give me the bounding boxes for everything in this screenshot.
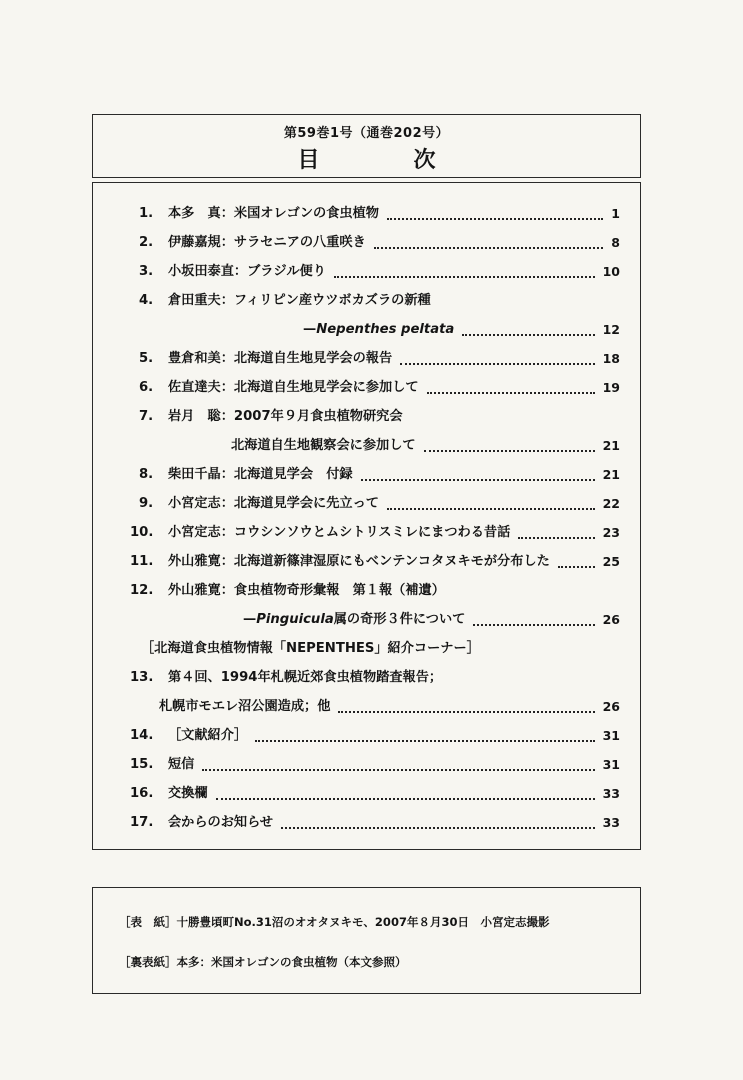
toc-entry-text: ［北海道食虫植物情報「NEPENTHES」紹介コーナー］: [141, 641, 480, 656]
toc-entry-text: 第４回、1994年札幌近郊食虫植物踏査報告；: [168, 670, 443, 685]
toc-entry-text: ［文献紹介］: [168, 728, 248, 743]
toc-leader-dots: [338, 711, 594, 713]
toc-row: [93, 551, 640, 573]
toc-row: [93, 203, 640, 225]
cover-notes: [92, 887, 641, 994]
toc-entry-text: 外山雅寛：北海道新篠津湿原にもベンテンコタヌキモが分布した: [168, 554, 550, 569]
toc-leader-dots: [558, 566, 595, 568]
volume-label: 第59巻1号（通巻202号）: [283, 126, 450, 141]
toc-leader-dots: [202, 769, 594, 771]
toc-leader-dots: [281, 827, 594, 829]
toc-taxon-name: Nepenthes peltata: [316, 322, 455, 337]
toc-entry-text: 小宮定志：コウシンソウとムシトリスミレにまつわる昔話: [168, 525, 511, 540]
toc-row: [93, 261, 640, 283]
toc-entry-text: 小坂田泰直：ブラジル便り: [168, 264, 326, 279]
toc-number: 6.: [139, 380, 154, 395]
toc-entry-text: 佐直達夫：北海道自生地見学会に参加して: [168, 380, 419, 395]
toc-leader-dots: [361, 479, 595, 481]
toc-leader-dots: [216, 798, 595, 800]
toc-entry-text: 交換欄: [168, 786, 208, 801]
toc-entry-text: 豊倉和美：北海道自生地見学会の報告: [168, 351, 393, 366]
toc-number: 16.: [130, 786, 154, 801]
toc-row: [93, 696, 640, 718]
toc-row: [93, 638, 640, 660]
toc-entry-text: 岩月 聡：2007年９月食虫植物研究会: [168, 409, 403, 424]
toc-number: 8.: [139, 467, 154, 482]
toc-entry-text: 本多 真：米国オレゴンの食虫植物: [168, 206, 379, 221]
toc-taxon-name: Pinguicula: [256, 612, 334, 627]
toc-row: [93, 232, 640, 254]
toc-leader-dots: [462, 334, 594, 336]
toc-row: [93, 667, 640, 689]
toc-page-number: 21: [602, 467, 620, 482]
toc-leader-dots: [424, 450, 595, 452]
toc-leader-dots: [374, 247, 603, 249]
toc-number: 11.: [130, 554, 154, 569]
toc-page-number: 19: [602, 380, 620, 395]
toc-number: 4.: [139, 293, 154, 308]
toc-leader-dots: [387, 508, 595, 510]
toc-entry-text: 短信: [168, 757, 195, 772]
toc-page-number: 26: [602, 612, 620, 627]
toc-leader-dots: [387, 218, 603, 220]
header-box: [92, 114, 641, 178]
toc-entry-text: 外山雅寛：食虫植物奇形彙報 第１報（補遺）: [168, 583, 445, 598]
toc-page-number: 21: [602, 438, 620, 453]
cover-note: ［表 紙］十勝豊頃町No.31沼のオオタヌキモ、2007年８月30日 小宮定志撮影: [119, 915, 550, 929]
toc-page-number: 18: [602, 351, 620, 366]
toc-page-number: 33: [602, 786, 620, 801]
toc-row: [93, 725, 640, 747]
toc-row: [93, 812, 640, 834]
toc-number: 13.: [130, 670, 154, 685]
toc-page-number: 31: [602, 728, 620, 743]
toc-page-number: 12: [602, 322, 620, 337]
toc-number: 2.: [139, 235, 154, 250]
toc-entry-text: 伊藤嘉規：サラセニアの八重咲き: [168, 235, 366, 250]
toc-row: [93, 522, 640, 544]
toc-entry-suffix: 属の奇形３件について: [333, 612, 466, 627]
toc-row: [93, 464, 640, 486]
toc-dash: —: [303, 322, 317, 337]
toc-row: [93, 319, 640, 341]
toc-row: [93, 580, 640, 602]
toc-number: 10.: [130, 525, 154, 540]
toc-row: [93, 435, 640, 457]
toc-entry-text: [243, 609, 465, 631]
toc-number: 9.: [139, 496, 154, 511]
toc-number: 14.: [130, 728, 154, 743]
toc-page-number: 33: [602, 815, 620, 830]
toc-page-number: 23: [602, 525, 620, 540]
toc-number: 5.: [139, 351, 154, 366]
page-title: 目 次: [297, 148, 472, 173]
toc-leader-dots: [334, 276, 595, 278]
toc-number: 17.: [130, 815, 154, 830]
toc-page-number: 8: [611, 235, 620, 250]
toc-row: [93, 783, 640, 805]
toc-row: [93, 290, 640, 312]
toc-page-number: 26: [602, 699, 620, 714]
toc-leader-dots: [518, 537, 594, 539]
toc-leader-dots: [473, 624, 594, 626]
toc-row: [93, 754, 640, 776]
toc-entry-text: 北海道自生地観察会に参加して: [231, 438, 416, 453]
back-cover-note: ［裏表紙］本多：米国オレゴンの食虫植物（本文参照）: [119, 955, 407, 969]
toc-dash: —: [243, 612, 257, 627]
toc-number: 7.: [139, 409, 154, 424]
toc-page-number: 22: [602, 496, 620, 511]
toc-page-number: 10: [602, 264, 620, 279]
toc-row: [93, 493, 640, 515]
table-of-contents: [92, 182, 641, 850]
toc-entry-text: 倉田重夫：フィリピン産ウツボカズラの新種: [168, 293, 431, 308]
toc-number: 3.: [139, 264, 154, 279]
toc-leader-dots: [427, 392, 595, 394]
toc-entry-text: [303, 319, 454, 341]
toc-entry-text: 小宮定志：北海道見学会に先立って: [168, 496, 379, 511]
toc-row: [93, 377, 640, 399]
toc-entry-text: 柴田千晶：北海道見学会 付録: [168, 467, 353, 482]
toc-page-number: 1: [611, 206, 620, 221]
toc-number: 1.: [139, 206, 154, 221]
toc-entry-text: 会からのお知らせ: [168, 815, 274, 830]
toc-leader-dots: [255, 740, 594, 742]
toc-row: [93, 348, 640, 370]
toc-row: [93, 406, 640, 428]
toc-page-number: 25: [602, 554, 620, 569]
toc-entry-text: 札幌市モエレ沼公園造成；他: [159, 699, 331, 714]
toc-leader-dots: [400, 363, 594, 365]
toc-number: 15.: [130, 757, 154, 772]
toc-row: [93, 609, 640, 631]
toc-number: 12.: [130, 583, 154, 598]
toc-page-number: 31: [602, 757, 620, 772]
